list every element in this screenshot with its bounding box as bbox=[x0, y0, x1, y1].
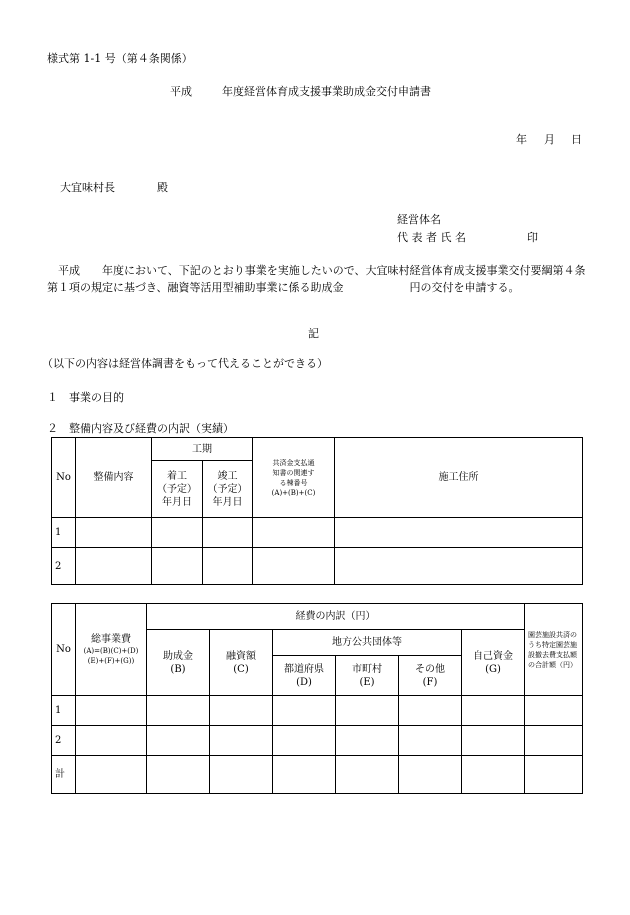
date-day: 日 bbox=[571, 133, 582, 146]
item-purpose: １ 事業の目的 bbox=[47, 391, 124, 404]
page-title: 年度経営体育成支援事業助成金交付申請書 bbox=[222, 85, 431, 98]
item-breakdown: ２ 整備内容及び経費の内訳（実績） bbox=[47, 422, 234, 435]
col-address: 施工住所 bbox=[335, 438, 583, 518]
col-period: 工期 bbox=[152, 438, 253, 461]
addressee-suffix: 殿 bbox=[157, 181, 168, 194]
col-notice: 共済金支払通 知書の関連す る棟番号 (A)+(B)+(C) bbox=[253, 438, 335, 518]
col-no: No bbox=[52, 438, 76, 518]
works-table bbox=[51, 437, 583, 585]
col-no: No bbox=[52, 604, 76, 696]
col-own: 自己資金 (G) bbox=[462, 630, 525, 696]
date-month: 月 bbox=[544, 133, 555, 146]
col-breakdown: 経費の内訳（円） bbox=[147, 604, 525, 630]
ki-heading: 記 bbox=[308, 327, 319, 340]
col-horticulture: 園芸施設共済のうち特定園芸施設撤去費支払額の合計額（円） bbox=[525, 604, 583, 696]
col-start: 着工 （予定） 年月日 bbox=[152, 461, 203, 518]
col-total: 総事業費 (A)=(B)(C)+(D)(E)+(F)+(G)) bbox=[76, 604, 147, 696]
col-content: 整備内容 bbox=[76, 438, 152, 518]
col-end: 竣工 （予定） 年月日 bbox=[203, 461, 253, 518]
org-label: 経営体名 bbox=[397, 213, 441, 226]
col-other: その他 (F) bbox=[399, 656, 462, 696]
form-number: 様式第 1-1 号（第４条関係） bbox=[47, 52, 193, 65]
col-loan: 融資額 (C) bbox=[210, 630, 273, 696]
table-row: 2 bbox=[52, 726, 583, 756]
title-era: 平成 bbox=[170, 85, 192, 98]
col-subsidy: 助成金 (B) bbox=[147, 630, 210, 696]
table-row: 1 bbox=[52, 518, 583, 548]
date-year: 年 bbox=[516, 133, 527, 146]
col-city: 市町村 (E) bbox=[336, 656, 399, 696]
seal-mark: 印 bbox=[527, 231, 538, 244]
col-pref: 都道府県 (D) bbox=[273, 656, 336, 696]
table-row: 2 bbox=[52, 548, 583, 585]
substitution-note: （以下の内容は経営体調書をもって代えることができる） bbox=[42, 357, 328, 370]
col-local-gov: 地方公共団体等 bbox=[273, 630, 462, 656]
expense-table bbox=[51, 603, 583, 794]
table-row: 1 bbox=[52, 696, 583, 726]
rep-label: 代 表 者 氏 名 bbox=[397, 231, 466, 244]
application-paragraph: 平成 年度において、下記のとおり事業を実施したいので、大宜味村経営体育成支援事業交付要綱第４条第１項の規定に基づき、融資等活用型補助事業に係る助成金 円の交付を申請する。 bbox=[47, 264, 586, 294]
table-row-total: 計 bbox=[52, 756, 583, 794]
addressee-name: 大宜味村長 bbox=[60, 181, 115, 194]
